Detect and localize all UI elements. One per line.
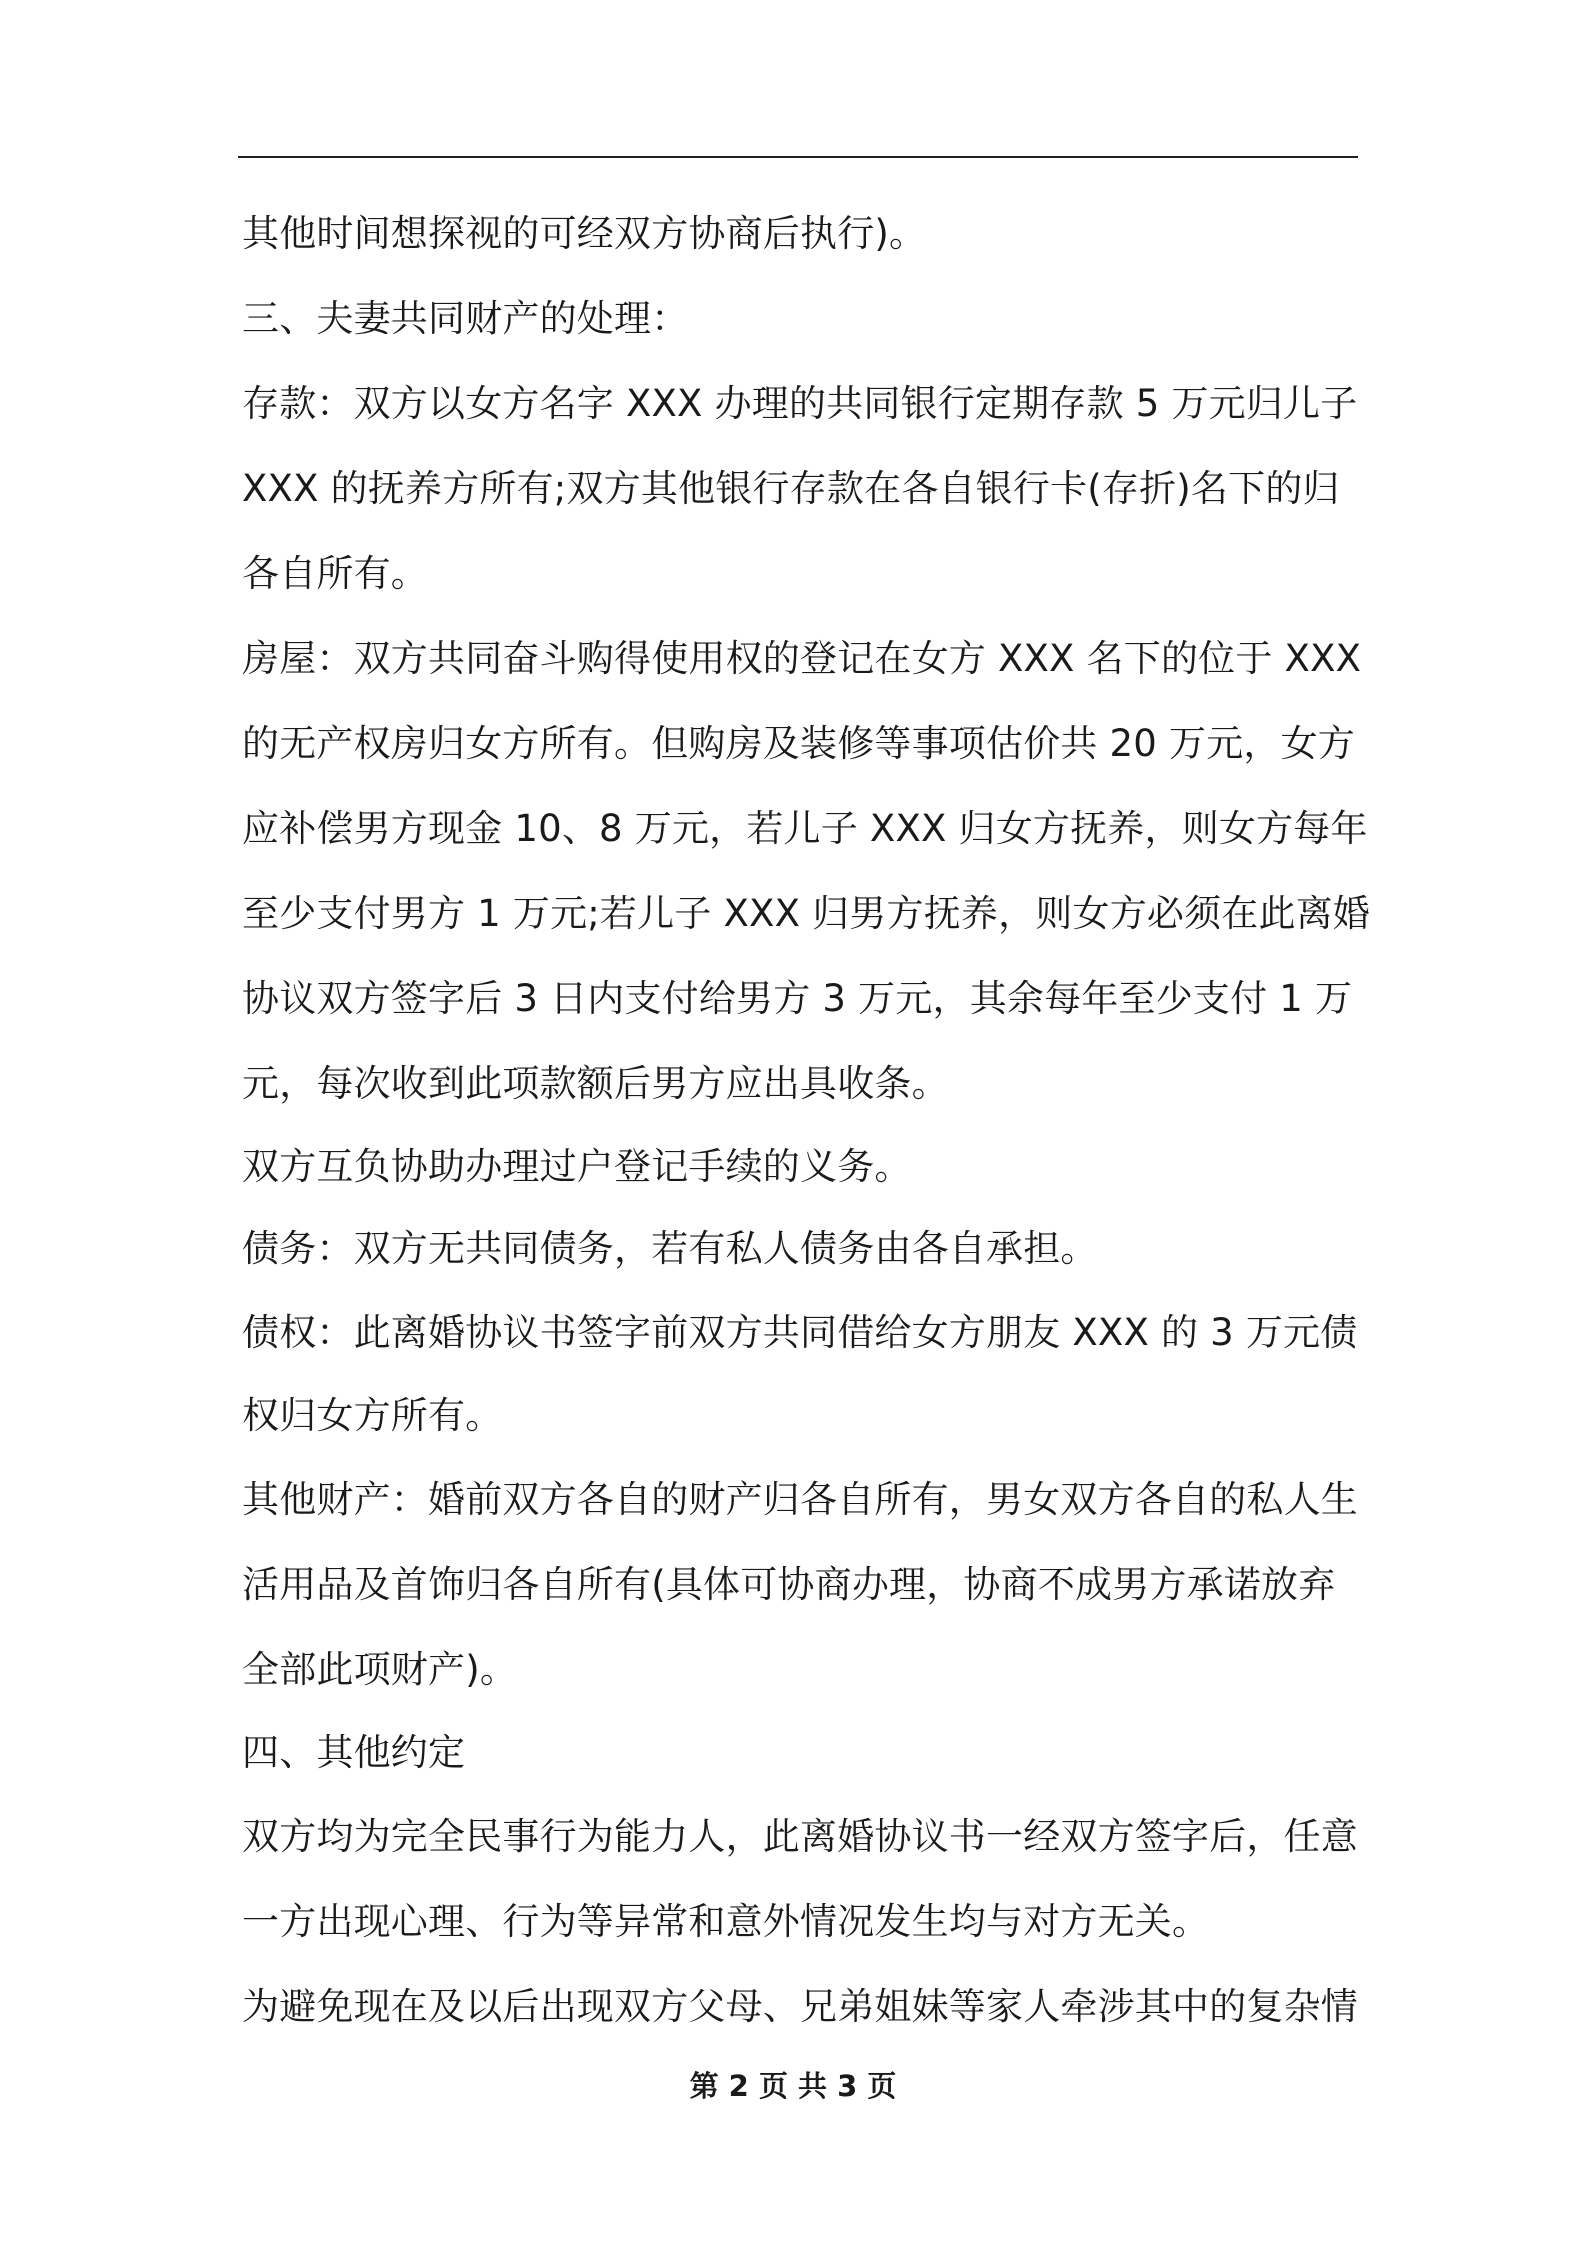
section-heading-property: 三、夫妻共同财产的处理： <box>242 297 689 340</box>
text-line-20: 双方均为完全民事行为能力人，此离婚协议书一经双方签字后，任意 <box>242 1815 1358 1858</box>
text-line-13: 债务：双方无共同债务，若有私人债务由各自承担。 <box>242 1227 1098 1270</box>
text-line-16: 其他财产：婚前双方各自的财产归各自所有，男女双方各自的私人生 <box>242 1478 1358 1521</box>
text-line-11: 元，每次收到此项款额后男方应出具收条。 <box>242 1062 949 1105</box>
text-line-8: 应补偿男方现金 10、8 万元，若儿子 XXX 归女方抚养，则女方每年 <box>242 807 1368 850</box>
text-line-21: 一方出现心理、行为等异常和意外情况发生均与对方无关。 <box>242 1900 1210 1943</box>
page-number-footer: 第 2 页 共 3 页 <box>689 2069 897 2103</box>
text-line-12: 双方互负协助办理过户登记手续的义务。 <box>242 1145 912 1188</box>
text-line-4: XXX 的抚养方所有;双方其他银行存款在各自银行卡(存折)名下的归 <box>242 467 1340 510</box>
text-line-7: 的无产权房归女方所有。但购房及装修等事项估价共 20 万元，女方 <box>242 722 1356 765</box>
text-line-22: 为避免现在及以后出现双方父母、兄弟姐妹等家人牵涉其中的复杂情 <box>242 1985 1358 2028</box>
text-line-15: 权归女方所有。 <box>242 1394 503 1437</box>
text-line-3: 存款：双方以女方名字 XXX 办理的共同银行定期存款 5 万元归儿子 <box>242 382 1358 425</box>
text-line-5: 各自所有。 <box>242 552 428 595</box>
text-line-9: 至少支付男方 1 万元;若儿子 XXX 归男方抚养，则女方必须在此离婚 <box>242 892 1371 935</box>
text-line-18: 全部此项财产)。 <box>242 1648 518 1691</box>
text-line-1: 其他时间想探视的可经双方协商后执行)。 <box>242 212 927 255</box>
text-line-17: 活用品及首饰归各自所有(具体可协商办理，协商不成男方承诺放弃 <box>242 1563 1336 1606</box>
document-body <box>242 191 1371 2049</box>
text-line-6: 房屋：双方共同奋斗购得使用权的登记在女方 XXX 名下的位于 XXX <box>242 637 1362 680</box>
text-line-10: 协议双方签字后 3 日内支付给男方 3 万元，其余每年至少支付 1 万 <box>242 977 1353 1020</box>
header-rule <box>238 156 1358 158</box>
text-line-14: 债权：此离婚协议书签字前双方共同借给女方朋友 XXX 的 3 万元债 <box>242 1311 1358 1354</box>
section-heading-other: 四、其他约定 <box>242 1731 466 1774</box>
